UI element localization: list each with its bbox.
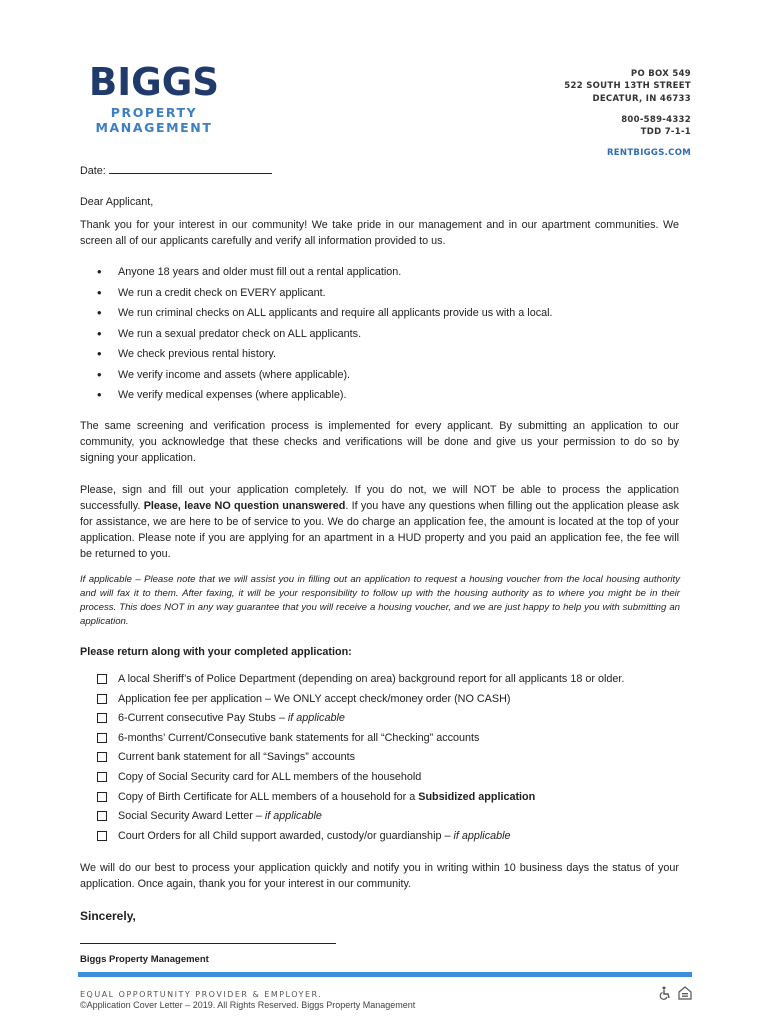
logo-subtitle-line1: PROPERTY <box>110 105 198 120</box>
checklist-item: 6-Current consecutive Pay Stubs – if applicable <box>80 710 680 730</box>
bullet-icon: • <box>97 366 102 382</box>
emphasis-text: Please, leave NO question unanswered <box>143 500 346 512</box>
required-documents-checklist <box>80 671 680 847</box>
list-item: • Anyone 18 years and older must fill out a rental application. <box>97 264 402 279</box>
equal-opportunity-statement: EQUAL OPPORTUNITY PROVIDER & EMPLOYER. <box>80 990 323 999</box>
screening-process-paragraph: The same screening and verification process is implemented for every applicant. By submitting an application to our community, you acknowledge that these checks and verifications will be done and give us your permission to do so by signing your application. <box>80 420 679 464</box>
website-link[interactable]: RENTBIGGS.COM <box>606 148 691 159</box>
return-checklist-heading: Please return along with your completed application: <box>80 646 352 658</box>
checkbox-icon <box>97 752 107 762</box>
greeting: Dear Applicant, <box>80 196 154 208</box>
list-item: • We run criminal checks on ALL applicants and require all applicants provide us with a local. <box>97 305 553 320</box>
footer-icons <box>658 986 692 1000</box>
accessibility-icon <box>658 986 672 1000</box>
bullet-icon: • <box>97 284 102 300</box>
checklist-item: 6-months’ Current/Consecutive bank statements for all “Checking” accounts <box>80 730 680 750</box>
checklist-item: Application fee per application – We ONLY accept check/money order (NO CASH) <box>80 691 680 711</box>
address-line-2: 522 SOUTH 13TH STREET <box>564 81 691 92</box>
logo-wordmark: BIGGS <box>88 60 220 104</box>
checklist-item: Copy of Social Security card for ALL members of the household <box>80 769 680 789</box>
list-item: • We verify medical expenses (where applicable). <box>97 387 347 402</box>
list-item: • We check previous rental history. <box>97 346 277 361</box>
footer-divider-bar <box>78 972 692 977</box>
checklist-item: Social Security Award Letter – if applicable <box>80 808 680 828</box>
logo-subtitle-line2: MANAGEMENT <box>95 120 213 135</box>
date-blank-line <box>109 162 272 174</box>
date-field <box>80 162 679 179</box>
tdd-number: TDD 7-1-1 <box>640 127 691 138</box>
bullet-icon: • <box>97 387 102 402</box>
bullet-icon: • <box>97 264 102 279</box>
checkbox-icon <box>97 792 107 802</box>
list-item: • We run a credit check on EVERY applicant. <box>97 284 326 300</box>
closing-paragraph: We will do our best to process your application quickly and notify you in writing within 10 business days the status of your application. Once again, thank you for your interest in our community. <box>80 862 679 890</box>
checkbox-icon <box>97 772 107 782</box>
checkbox-icon <box>97 713 107 723</box>
checklist-item: Current bank statement for all “Savings” accounts <box>80 749 680 769</box>
bullet-icon: • <box>97 325 102 341</box>
checklist-item: A local Sheriff’s of Police Department (depending on area) background report for all applicants 18 or older. <box>80 671 680 691</box>
date-label: Date: <box>80 165 106 177</box>
equal-housing-icon <box>678 986 692 1000</box>
list-item: • We run a sexual predator check on ALL applicants. <box>97 325 362 341</box>
housing-voucher-note: If applicable – Please note that we will assist you in filling out an application to request a housing voucher from the local housing authority and will fax it to them. After faxing, it will be your responsibility to follow up with the housing authority as to where you might be in their process. This does NOT in any way guarantee that you will receive a housing voucher, and we are just happy to help you with submitting an application. <box>80 574 680 627</box>
list-item: • We verify income and assets (where applicable). <box>97 366 351 382</box>
checkbox-icon <box>97 674 107 684</box>
intro-paragraph: Thank you for your interest in our community! We take pride in our management and in our apartment communities. We screen all of our applicants carefully and verify all information provided to us. <box>80 219 679 247</box>
address-line-3: DECATUR, IN 46733 <box>592 93 691 104</box>
address-line-1: PO BOX 549 <box>630 69 691 79</box>
phone-number: 800-589-4332 <box>621 114 691 125</box>
checkbox-icon <box>97 811 107 821</box>
application-instructions-paragraph: Please, sign and fill out your application completely. If you do not, we will NOT be able to process the application successfully. Please, leave NO question unanswered. If you have any questions when filling out the application please ask for assistance, we are here to be of service to you. We do charge an application fee, the amount is located at the top of your application. Please note if you are applying for an apartment in a HUD property and you paid an application fee, the fee will be returned to you. <box>80 484 679 560</box>
sign-off: Sincerely, <box>80 909 136 923</box>
company-contact-block <box>564 68 691 160</box>
checkbox-icon <box>97 831 107 841</box>
checkbox-icon <box>97 733 107 743</box>
bullet-icon: • <box>97 346 102 361</box>
bullet-icon: • <box>97 305 102 320</box>
screening-bullet-list <box>80 264 680 408</box>
signature-name: Biggs Property Management <box>80 954 209 965</box>
signature-line <box>80 943 336 944</box>
checklist-item: Court Orders for all Child support awarded, custody/or guardianship – if applicable <box>80 828 680 848</box>
checkbox-icon <box>97 694 107 704</box>
checklist-item: Copy of Birth Certificate for ALL members of a household for a Subsidized application <box>80 789 680 809</box>
copyright-notice: ©Application Cover Letter – 2019. All Rights Reserved. Biggs Property Management <box>80 1000 416 1010</box>
